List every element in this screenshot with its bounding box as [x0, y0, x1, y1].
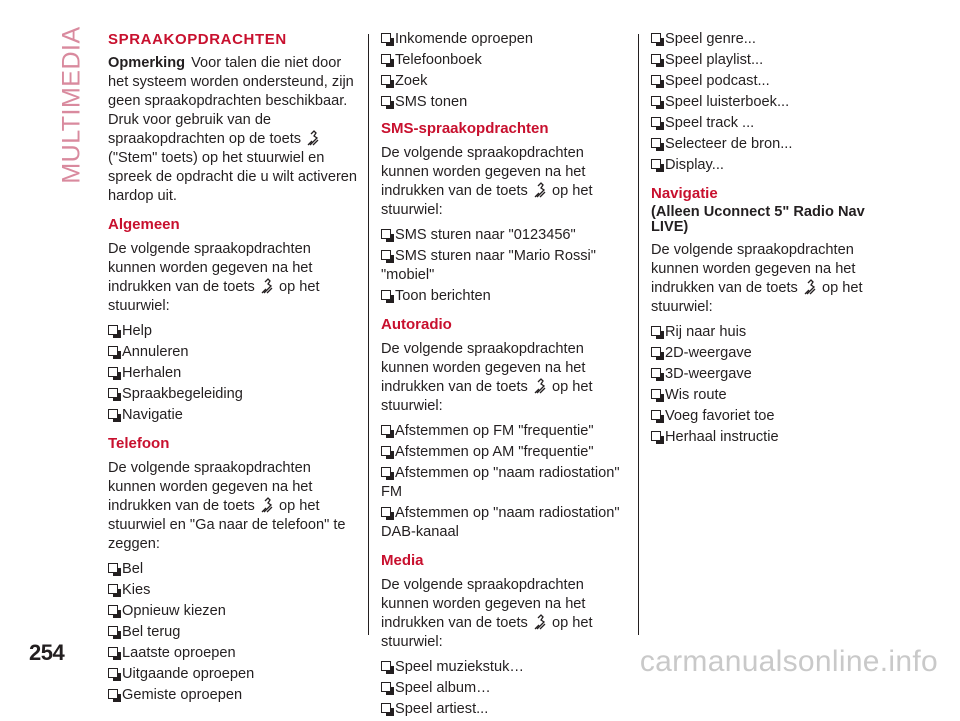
checkbox-bullet-icon: [381, 33, 391, 43]
checkbox-bullet-icon: [651, 117, 661, 127]
checkbox-bullet-icon: [381, 290, 391, 300]
list-item: [651, 51, 903, 70]
section-title-media: Media: [381, 552, 424, 569]
command-text: SMS sturen naar "Mario Rossi" "mobiel": [381, 248, 596, 283]
checkbox-bullet-icon: [651, 389, 661, 399]
section-side-label-text: MULTIMEDIA: [57, 26, 86, 184]
list-item: [651, 428, 903, 447]
phone-intro-b: op het stuurwiel en "Ga naar de telefoon" te zeggen:: [108, 498, 346, 552]
checkbox-bullet-icon: [381, 703, 391, 713]
list-item: [381, 72, 633, 91]
section-title-general: Algemeen: [108, 216, 180, 233]
sms-intro-a: De volgende spraakopdrachten kunnen worden gegeven na het indrukken van de toets: [381, 145, 586, 199]
list-item: [108, 686, 360, 705]
command-text: Uitgaande oproepen: [122, 666, 255, 682]
command-text: Zoek: [395, 73, 428, 89]
checkbox-bullet-icon: [381, 54, 391, 64]
command-text: Gemiste oproepen: [122, 687, 243, 703]
checkbox-bullet-icon: [108, 367, 118, 377]
list-item: [108, 343, 360, 362]
command-text: Wis route: [665, 387, 727, 403]
list-item: [651, 344, 903, 363]
command-text: Herhaal instructie: [665, 429, 779, 445]
checkbox-bullet-icon: [108, 388, 118, 398]
command-text: Inkomende oproepen: [395, 31, 533, 47]
column-divider: [638, 34, 639, 635]
navigation-intro-b: op het stuurwiel:: [651, 280, 863, 315]
command-text: Help: [122, 323, 153, 339]
list-item: [381, 422, 633, 441]
phone-intro-a: De volgende spraakopdrachten kunnen worden gegeven na het indrukken van de toets: [108, 460, 313, 514]
section-side-label: [56, 26, 88, 184]
media-command-list-continued: [651, 30, 903, 175]
section-title-radio: Autoradio: [381, 316, 452, 333]
checkbox-bullet-icon: [108, 689, 118, 699]
sms-command-list: [381, 226, 633, 306]
list-item: [381, 700, 633, 719]
command-text: Afstemmen op AM "frequentie": [395, 444, 594, 460]
checkbox-bullet-icon: [381, 661, 391, 671]
checkbox-bullet-icon: [381, 507, 391, 517]
navigation-subtitle: (Alleen Uconnect 5" Radio Nav LIVE): [651, 204, 865, 235]
list-item: [108, 602, 360, 621]
checkbox-bullet-icon: [381, 75, 391, 85]
page-number: 254: [29, 640, 65, 665]
radio-intro-a: De volgende spraakopdrachten kunnen worden gegeven na het indrukken van de toets: [381, 341, 586, 395]
list-item: [381, 226, 633, 245]
phone-command-list: [108, 560, 360, 705]
general-intro-b: op het stuurwiel:: [108, 279, 320, 314]
section-title-phone: Telefoon: [108, 435, 170, 452]
list-item: [381, 464, 633, 502]
checkbox-bullet-icon: [108, 647, 118, 657]
voice-button-icon: [260, 278, 274, 294]
command-text: Speel muziekstuk…: [395, 659, 524, 675]
checkbox-bullet-icon: [381, 229, 391, 239]
command-text: Kies: [122, 582, 151, 598]
checkbox-bullet-icon: [108, 584, 118, 594]
checkbox-bullet-icon: [651, 431, 661, 441]
voice-button-icon: [533, 182, 547, 198]
general-intro-a: De volgende spraakopdrachten kunnen worden gegeven na het indrukken van de toets: [108, 241, 313, 295]
general-intro: [108, 240, 360, 316]
list-item: [651, 114, 903, 133]
command-text: Herhalen: [122, 365, 182, 381]
command-text: SMS sturen naar "0123456": [395, 227, 576, 243]
checkbox-bullet-icon: [381, 250, 391, 260]
checkbox-bullet-icon: [108, 346, 118, 356]
note-text-a: Voor talen die niet door het systeem worden ondersteund, zijn geen spraakopdrachten beschikbaar. Druk voor gebruik van de spraakopdrachten op de toets: [108, 55, 354, 147]
voice-button-icon: [533, 614, 547, 630]
list-item: [108, 623, 360, 642]
sms-intro-b: op het stuurwiel:: [381, 183, 593, 218]
command-text: Voeg favoriet toe: [665, 408, 775, 424]
command-text: Bel terug: [122, 624, 181, 640]
command-text: Afstemmen op "naam radiostation" DAB-kanaal: [381, 505, 620, 540]
list-item: [108, 322, 360, 341]
checkbox-bullet-icon: [108, 626, 118, 636]
voice-button-icon: [260, 497, 274, 513]
command-text: 2D-weergave: [665, 345, 752, 361]
column-2: [381, 30, 633, 721]
list-item: [108, 665, 360, 684]
checkbox-bullet-icon: [651, 33, 661, 43]
phone-command-list-continued: [381, 30, 633, 112]
checkbox-bullet-icon: [108, 668, 118, 678]
list-item: [381, 658, 633, 677]
command-text: Annuleren: [122, 344, 189, 360]
command-text: Speel genre...: [665, 31, 756, 47]
navigation-command-list: [651, 323, 903, 447]
command-text: Speel artiest...: [395, 701, 489, 717]
media-command-list: [381, 658, 633, 719]
command-text: Laatste oproepen: [122, 645, 236, 661]
checkbox-bullet-icon: [381, 425, 391, 435]
list-item: [108, 406, 360, 425]
checkbox-bullet-icon: [651, 75, 661, 85]
list-item: [651, 386, 903, 405]
note-lead: Opmerking: [108, 55, 186, 71]
list-item: [651, 135, 903, 154]
voice-button-icon: [306, 130, 320, 146]
checkbox-bullet-icon: [108, 325, 118, 335]
page-title: SPRAAKOPDRACHTEN: [108, 31, 287, 48]
command-text: Navigatie: [122, 407, 183, 423]
command-text: Speel album…: [395, 680, 491, 696]
list-item: [381, 51, 633, 70]
voice-button-icon: [533, 378, 547, 394]
checkbox-bullet-icon: [108, 605, 118, 615]
column-3: [651, 30, 903, 449]
command-text: Speel playlist...: [665, 52, 764, 68]
column-1: [108, 30, 360, 707]
list-item: [651, 30, 903, 49]
checkbox-bullet-icon: [651, 96, 661, 106]
command-text: 3D-weergave: [665, 366, 752, 382]
checkbox-bullet-icon: [651, 347, 661, 357]
command-text: Toon berichten: [395, 288, 491, 304]
checkbox-bullet-icon: [651, 410, 661, 420]
list-item: [381, 247, 633, 285]
column-divider: [368, 34, 369, 635]
list-item: [381, 30, 633, 49]
media-intro-a: De volgende spraakopdrachten kunnen worden gegeven na het indrukken van de toets: [381, 577, 586, 631]
command-text: SMS tonen: [395, 94, 468, 110]
navigation-intro-a: De volgende spraakopdrachten kunnen worden gegeven na het indrukken van de toets: [651, 242, 856, 296]
phone-intro: [108, 459, 360, 554]
list-item: [108, 364, 360, 383]
list-item: [381, 93, 633, 112]
list-item: [381, 504, 633, 542]
note-paragraph: [108, 54, 360, 206]
media-intro-b: op het stuurwiel:: [381, 615, 593, 650]
media-intro: [381, 576, 633, 652]
list-item: [651, 93, 903, 112]
list-item: [108, 560, 360, 579]
checkbox-bullet-icon: [381, 96, 391, 106]
voice-button-icon: [803, 279, 817, 295]
checkbox-bullet-icon: [651, 368, 661, 378]
command-text: Speel luisterboek...: [665, 94, 790, 110]
list-item: [381, 679, 633, 698]
command-text: Speel track ...: [665, 115, 755, 131]
list-item: [651, 323, 903, 342]
command-text: Spraakbegeleiding: [122, 386, 243, 402]
radio-intro-b: op het stuurwiel:: [381, 379, 593, 414]
section-title-sms: SMS-spraakopdrachten: [381, 120, 549, 137]
radio-intro: [381, 340, 633, 416]
list-item: [651, 156, 903, 175]
checkbox-bullet-icon: [651, 138, 661, 148]
list-item: [651, 365, 903, 384]
list-item: [381, 443, 633, 462]
command-text: Afstemmen op FM "frequentie": [395, 423, 594, 439]
command-text: Afstemmen op "naam radiostation" FM: [381, 465, 620, 500]
list-item: [108, 644, 360, 663]
command-text: Rij naar huis: [665, 324, 747, 340]
checkbox-bullet-icon: [651, 326, 661, 336]
list-item: [108, 581, 360, 600]
sms-intro: [381, 144, 633, 220]
watermark: carmanualsonline.info: [639, 645, 938, 678]
command-text: Bel: [122, 561, 144, 577]
checkbox-bullet-icon: [651, 159, 661, 169]
checkbox-bullet-icon: [651, 54, 661, 64]
checkbox-bullet-icon: [381, 446, 391, 456]
list-item: [108, 385, 360, 404]
checkbox-bullet-icon: [381, 467, 391, 477]
note-text-b: ("Stem" toets) op het stuurwiel en spreek de opdracht die u wilt activeren hardop uit.: [108, 150, 358, 204]
checkbox-bullet-icon: [108, 409, 118, 419]
list-item: [651, 407, 903, 426]
command-text: Speel podcast...: [665, 73, 770, 89]
command-text: Telefoonboek: [395, 52, 482, 68]
command-text: Display...: [665, 157, 724, 173]
general-command-list: [108, 322, 360, 425]
navigation-intro: [651, 241, 903, 317]
command-text: Selecteer de bron...: [665, 136, 793, 152]
radio-command-list: [381, 422, 633, 542]
section-title-navigation: Navigatie: [651, 185, 718, 202]
command-text: Opnieuw kiezen: [122, 603, 226, 619]
checkbox-bullet-icon: [381, 682, 391, 692]
checkbox-bullet-icon: [108, 563, 118, 573]
list-item: [381, 287, 633, 306]
list-item: [651, 72, 903, 91]
